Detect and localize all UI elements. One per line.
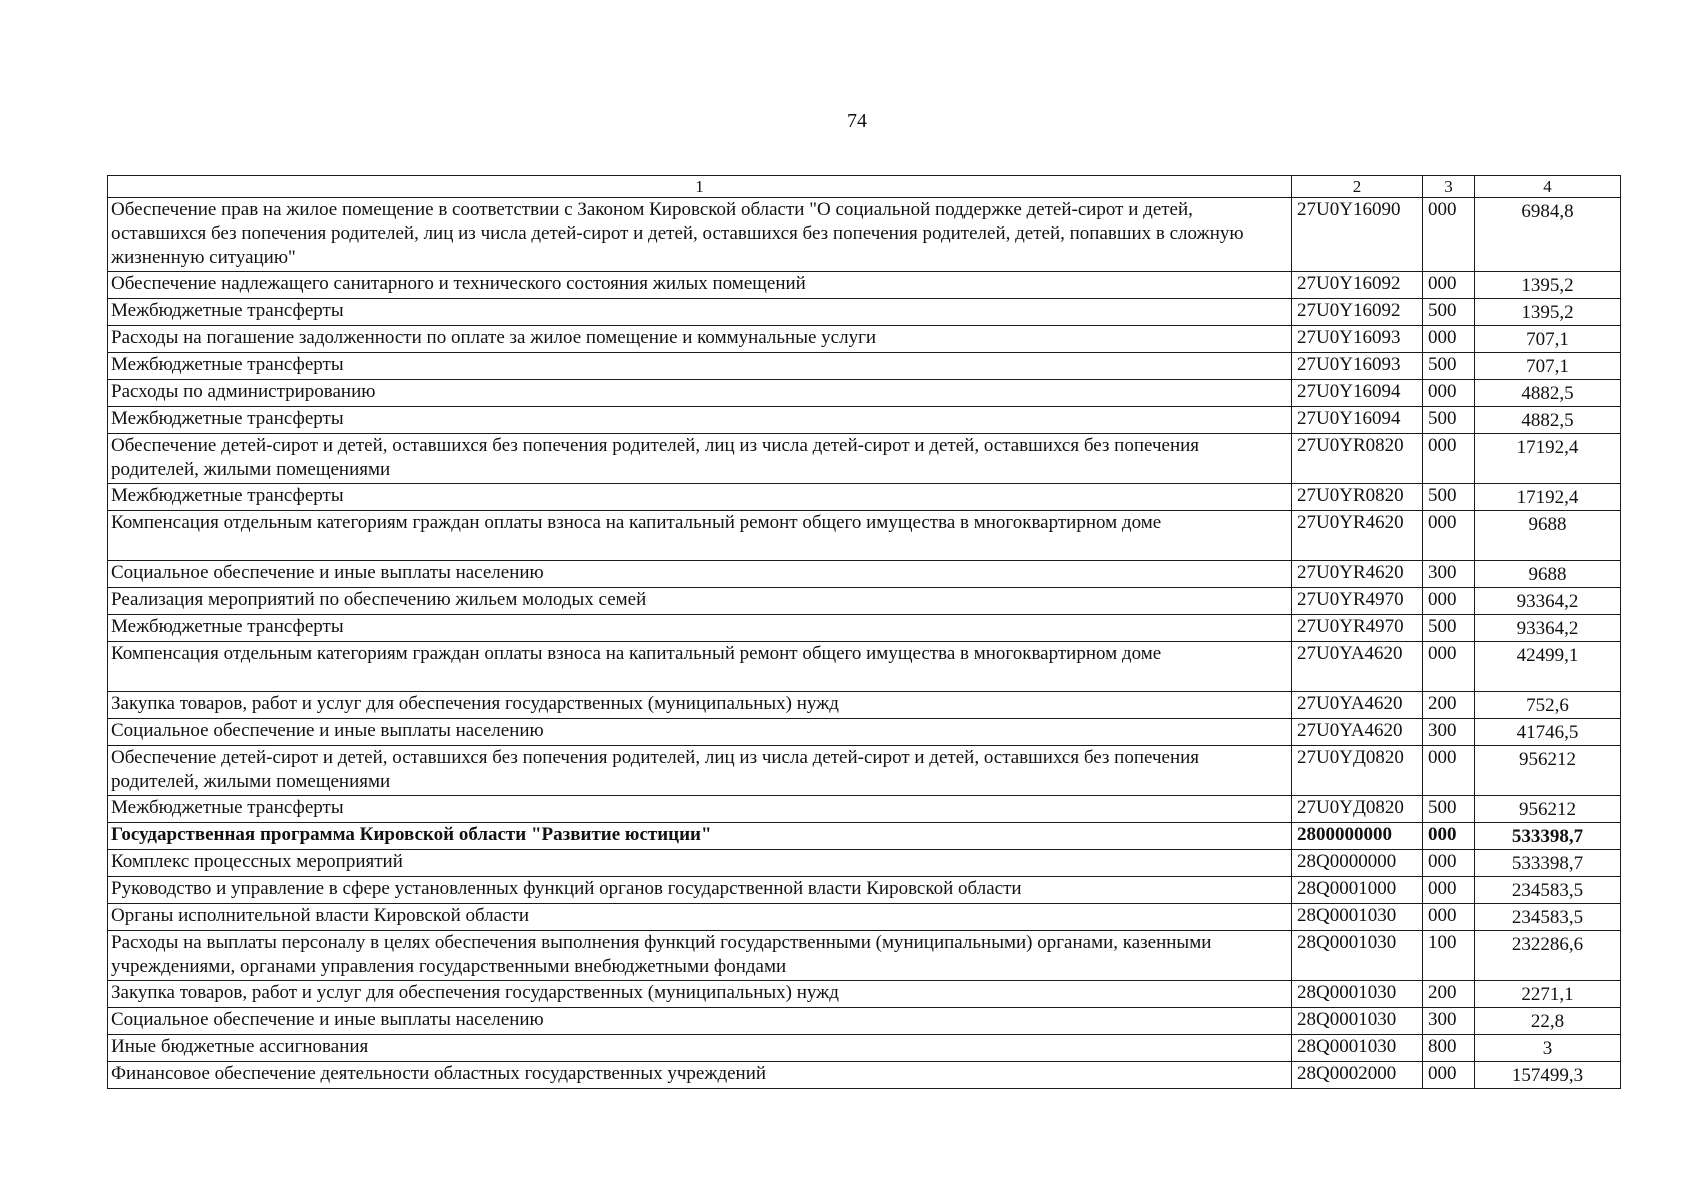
expense-name-cell: Межбюджетные трансферты: [108, 407, 1292, 434]
expense-name-cell: Межбюджетные трансферты: [108, 796, 1292, 823]
expense-name-cell: Иные бюджетные ассигнования: [108, 1035, 1292, 1062]
expense-name-cell: Межбюджетные трансферты: [108, 484, 1292, 511]
amount-cell: 956212: [1475, 796, 1621, 823]
header-cell-3: 3: [1423, 176, 1475, 198]
table-row: [108, 353, 1621, 380]
expense-type-cell: 500: [1423, 299, 1475, 326]
target-code-cell: 27U0YR4970: [1292, 615, 1423, 642]
amount-cell: 42499,1: [1475, 642, 1621, 692]
target-code-cell: 27U0YA4620: [1292, 692, 1423, 719]
table-row: [108, 326, 1621, 353]
expense-name-cell: Социальное обеспечение и иные выплаты населению: [108, 561, 1292, 588]
expense-type-cell: 500: [1423, 407, 1475, 434]
table-row: [108, 642, 1621, 692]
table-row: [108, 434, 1621, 484]
amount-cell: 93364,2: [1475, 588, 1621, 615]
amount-cell: 22,8: [1475, 1008, 1621, 1035]
table-row: [108, 484, 1621, 511]
expense-type-cell: 300: [1423, 1008, 1475, 1035]
target-code-cell: 28Q0001030: [1292, 981, 1423, 1008]
table-row: [108, 615, 1621, 642]
expense-type-cell: 500: [1423, 353, 1475, 380]
expense-type-cell: 000: [1423, 434, 1475, 484]
target-code-cell: 28Q0001030: [1292, 1008, 1423, 1035]
table-row: [108, 407, 1621, 434]
expense-name-cell: Расходы на выплаты персоналу в целях обеспечения выполнения функций государственными (муниципальными) органами, казенными учреждениями, органами управления государственными внебюджетными фондами: [108, 931, 1292, 981]
target-code-cell: 27U0YД0820: [1292, 796, 1423, 823]
target-code-cell: 27U0Y16094: [1292, 407, 1423, 434]
table-row: [108, 746, 1621, 796]
table-row: [108, 198, 1621, 272]
expense-name-cell: Социальное обеспечение и иные выплаты населению: [108, 719, 1292, 746]
target-code-cell: 27U0Y16092: [1292, 299, 1423, 326]
table-body: [108, 176, 1621, 1089]
expense-type-cell: 500: [1423, 615, 1475, 642]
target-code-cell: 28Q0001030: [1292, 904, 1423, 931]
expense-name-cell: Закупка товаров, работ и услуг для обеспечения государственных (муниципальных) нужд: [108, 692, 1292, 719]
expense-type-cell: 500: [1423, 796, 1475, 823]
amount-cell: 234583,5: [1475, 904, 1621, 931]
amount-cell: 2271,1: [1475, 981, 1621, 1008]
table-row: [108, 561, 1621, 588]
expense-type-cell: 000: [1423, 642, 1475, 692]
table-row: [108, 981, 1621, 1008]
page-number: 74: [847, 110, 867, 132]
target-code-cell: 27U0Y16090: [1292, 198, 1423, 272]
target-code-cell: 27U0YA4620: [1292, 719, 1423, 746]
target-code-cell: 27U0YR4970: [1292, 588, 1423, 615]
expense-name-cell: Межбюджетные трансферты: [108, 299, 1292, 326]
amount-cell: 157499,3: [1475, 1062, 1621, 1089]
expense-name-cell: Государственная программа Кировской области "Развитие юстиции": [108, 823, 1292, 850]
table-row: [108, 904, 1621, 931]
expense-type-cell: 000: [1423, 380, 1475, 407]
amount-cell: 533398,7: [1475, 850, 1621, 877]
target-code-cell: 27U0YД0820: [1292, 746, 1423, 796]
amount-cell: 93364,2: [1475, 615, 1621, 642]
expense-name-cell: Обеспечение детей-сирот и детей, оставшихся без попечения родителей, лиц из числа детей-сирот и детей, оставшихся без попечения родителей, жилыми помещениями: [108, 434, 1292, 484]
expense-name-cell: Обеспечение надлежащего санитарного и технического состояния жилых помещений: [108, 272, 1292, 299]
expense-type-cell: 200: [1423, 692, 1475, 719]
expense-type-cell: 000: [1423, 904, 1475, 931]
expense-name-cell: Органы исполнительной власти Кировской области: [108, 904, 1292, 931]
expense-name-cell: Компенсация отдельным категориям граждан оплаты взноса на капитальный ремонт общего имущества в многоквартирном доме: [108, 511, 1292, 561]
amount-cell: 232286,6: [1475, 931, 1621, 981]
amount-cell: 6984,8: [1475, 198, 1621, 272]
table-row: [108, 588, 1621, 615]
amount-cell: 9688: [1475, 561, 1621, 588]
expense-name-cell: Обеспечение детей-сирот и детей, оставшихся без попечения родителей, лиц из числа детей-сирот и детей, оставшихся без попечения родителей, жилыми помещениями: [108, 746, 1292, 796]
target-code-cell: 27U0YR0820: [1292, 434, 1423, 484]
amount-cell: 1395,2: [1475, 299, 1621, 326]
amount-cell: 533398,7: [1475, 823, 1621, 850]
table-row: [108, 380, 1621, 407]
header-cell-4: 4: [1475, 176, 1621, 198]
expense-type-cell: 000: [1423, 588, 1475, 615]
header-cell-1: 1: [108, 176, 1292, 198]
expense-name-cell: Социальное обеспечение и иные выплаты населению: [108, 1008, 1292, 1035]
expense-type-cell: 500: [1423, 484, 1475, 511]
target-code-cell: 28Q0002000: [1292, 1062, 1423, 1089]
amount-cell: 9688: [1475, 511, 1621, 561]
amount-cell: 17192,4: [1475, 434, 1621, 484]
header-row: [108, 176, 1621, 198]
amount-cell: 3: [1475, 1035, 1621, 1062]
target-code-cell: 27U0YR4620: [1292, 561, 1423, 588]
expense-type-cell: 000: [1423, 823, 1475, 850]
target-code-cell: 27U0Y16093: [1292, 326, 1423, 353]
expense-type-cell: 200: [1423, 981, 1475, 1008]
table-row: [108, 796, 1621, 823]
target-code-cell: 28Q0001000: [1292, 877, 1423, 904]
amount-cell: 4882,5: [1475, 407, 1621, 434]
amount-cell: 1395,2: [1475, 272, 1621, 299]
table-row: [108, 511, 1621, 561]
header-cell-2: 2: [1292, 176, 1423, 198]
expense-type-cell: 000: [1423, 198, 1475, 272]
expense-type-cell: 000: [1423, 326, 1475, 353]
amount-cell: 41746,5: [1475, 719, 1621, 746]
amount-cell: 707,1: [1475, 326, 1621, 353]
target-code-cell: 27U0Y16092: [1292, 272, 1423, 299]
expense-name-cell: Обеспечение прав на жилое помещение в соответствии с Законом Кировской области "О социальной поддержке детей-сирот и детей, оставшихся без попечения родителей, лиц из числа детей-сирот и детей, оставшихся без попечения родителей, детей, попавших в сложную жизненную ситуацию": [108, 198, 1292, 272]
expense-type-cell: 000: [1423, 850, 1475, 877]
target-code-cell: 27U0Y16093: [1292, 353, 1423, 380]
expense-type-cell: 300: [1423, 719, 1475, 746]
expense-name-cell: Комплекс процессных мероприятий: [108, 850, 1292, 877]
table-row: [108, 1035, 1621, 1062]
amount-cell: 4882,5: [1475, 380, 1621, 407]
expense-name-cell: Компенсация отдельным категориям граждан оплаты взноса на капитальный ремонт общего имущества в многоквартирном доме: [108, 642, 1292, 692]
table-row: [108, 299, 1621, 326]
amount-cell: 752,6: [1475, 692, 1621, 719]
amount-cell: 707,1: [1475, 353, 1621, 380]
amount-cell: 956212: [1475, 746, 1621, 796]
table-row: [108, 1008, 1621, 1035]
target-code-cell: 2800000000: [1292, 823, 1423, 850]
amount-cell: 17192,4: [1475, 484, 1621, 511]
target-code-cell: 27U0Y16094: [1292, 380, 1423, 407]
target-code-cell: 27U0YR0820: [1292, 484, 1423, 511]
target-code-cell: 28Q0001030: [1292, 931, 1423, 981]
expense-type-cell: 000: [1423, 511, 1475, 561]
expense-type-cell: 000: [1423, 1062, 1475, 1089]
expense-name-cell: Межбюджетные трансферты: [108, 615, 1292, 642]
expense-name-cell: Расходы на погашение задолженности по оплате за жилое помещение и коммунальные услуги: [108, 326, 1292, 353]
expense-name-cell: Реализация мероприятий по обеспечению жильем молодых семей: [108, 588, 1292, 615]
target-code-cell: 27U0YA4620: [1292, 642, 1423, 692]
expense-type-cell: 000: [1423, 272, 1475, 299]
table-row: [108, 850, 1621, 877]
expense-type-cell: 300: [1423, 561, 1475, 588]
expense-type-cell: 000: [1423, 877, 1475, 904]
expense-name-cell: Руководство и управление в сфере установленных функций органов государственной власти Кировской области: [108, 877, 1292, 904]
table-row: [108, 1062, 1621, 1089]
expense-type-cell: 800: [1423, 1035, 1475, 1062]
table-row: [108, 877, 1621, 904]
amount-cell: 234583,5: [1475, 877, 1621, 904]
target-code-cell: 27U0YR4620: [1292, 511, 1423, 561]
table-row: [108, 823, 1621, 850]
table-row: [108, 692, 1621, 719]
expense-name-cell: Закупка товаров, работ и услуг для обеспечения государственных (муниципальных) нужд: [108, 981, 1292, 1008]
expense-name-cell: Финансовое обеспечение деятельности областных государственных учреждений: [108, 1062, 1292, 1089]
table-row: [108, 272, 1621, 299]
table-row: [108, 931, 1621, 981]
budget-table: [107, 175, 1621, 1089]
expense-name-cell: Межбюджетные трансферты: [108, 353, 1292, 380]
expense-type-cell: 000: [1423, 746, 1475, 796]
target-code-cell: 28Q0001030: [1292, 1035, 1423, 1062]
expense-type-cell: 100: [1423, 931, 1475, 981]
target-code-cell: 28Q0000000: [1292, 850, 1423, 877]
expense-name-cell: Расходы по администрированию: [108, 380, 1292, 407]
table-row: [108, 719, 1621, 746]
